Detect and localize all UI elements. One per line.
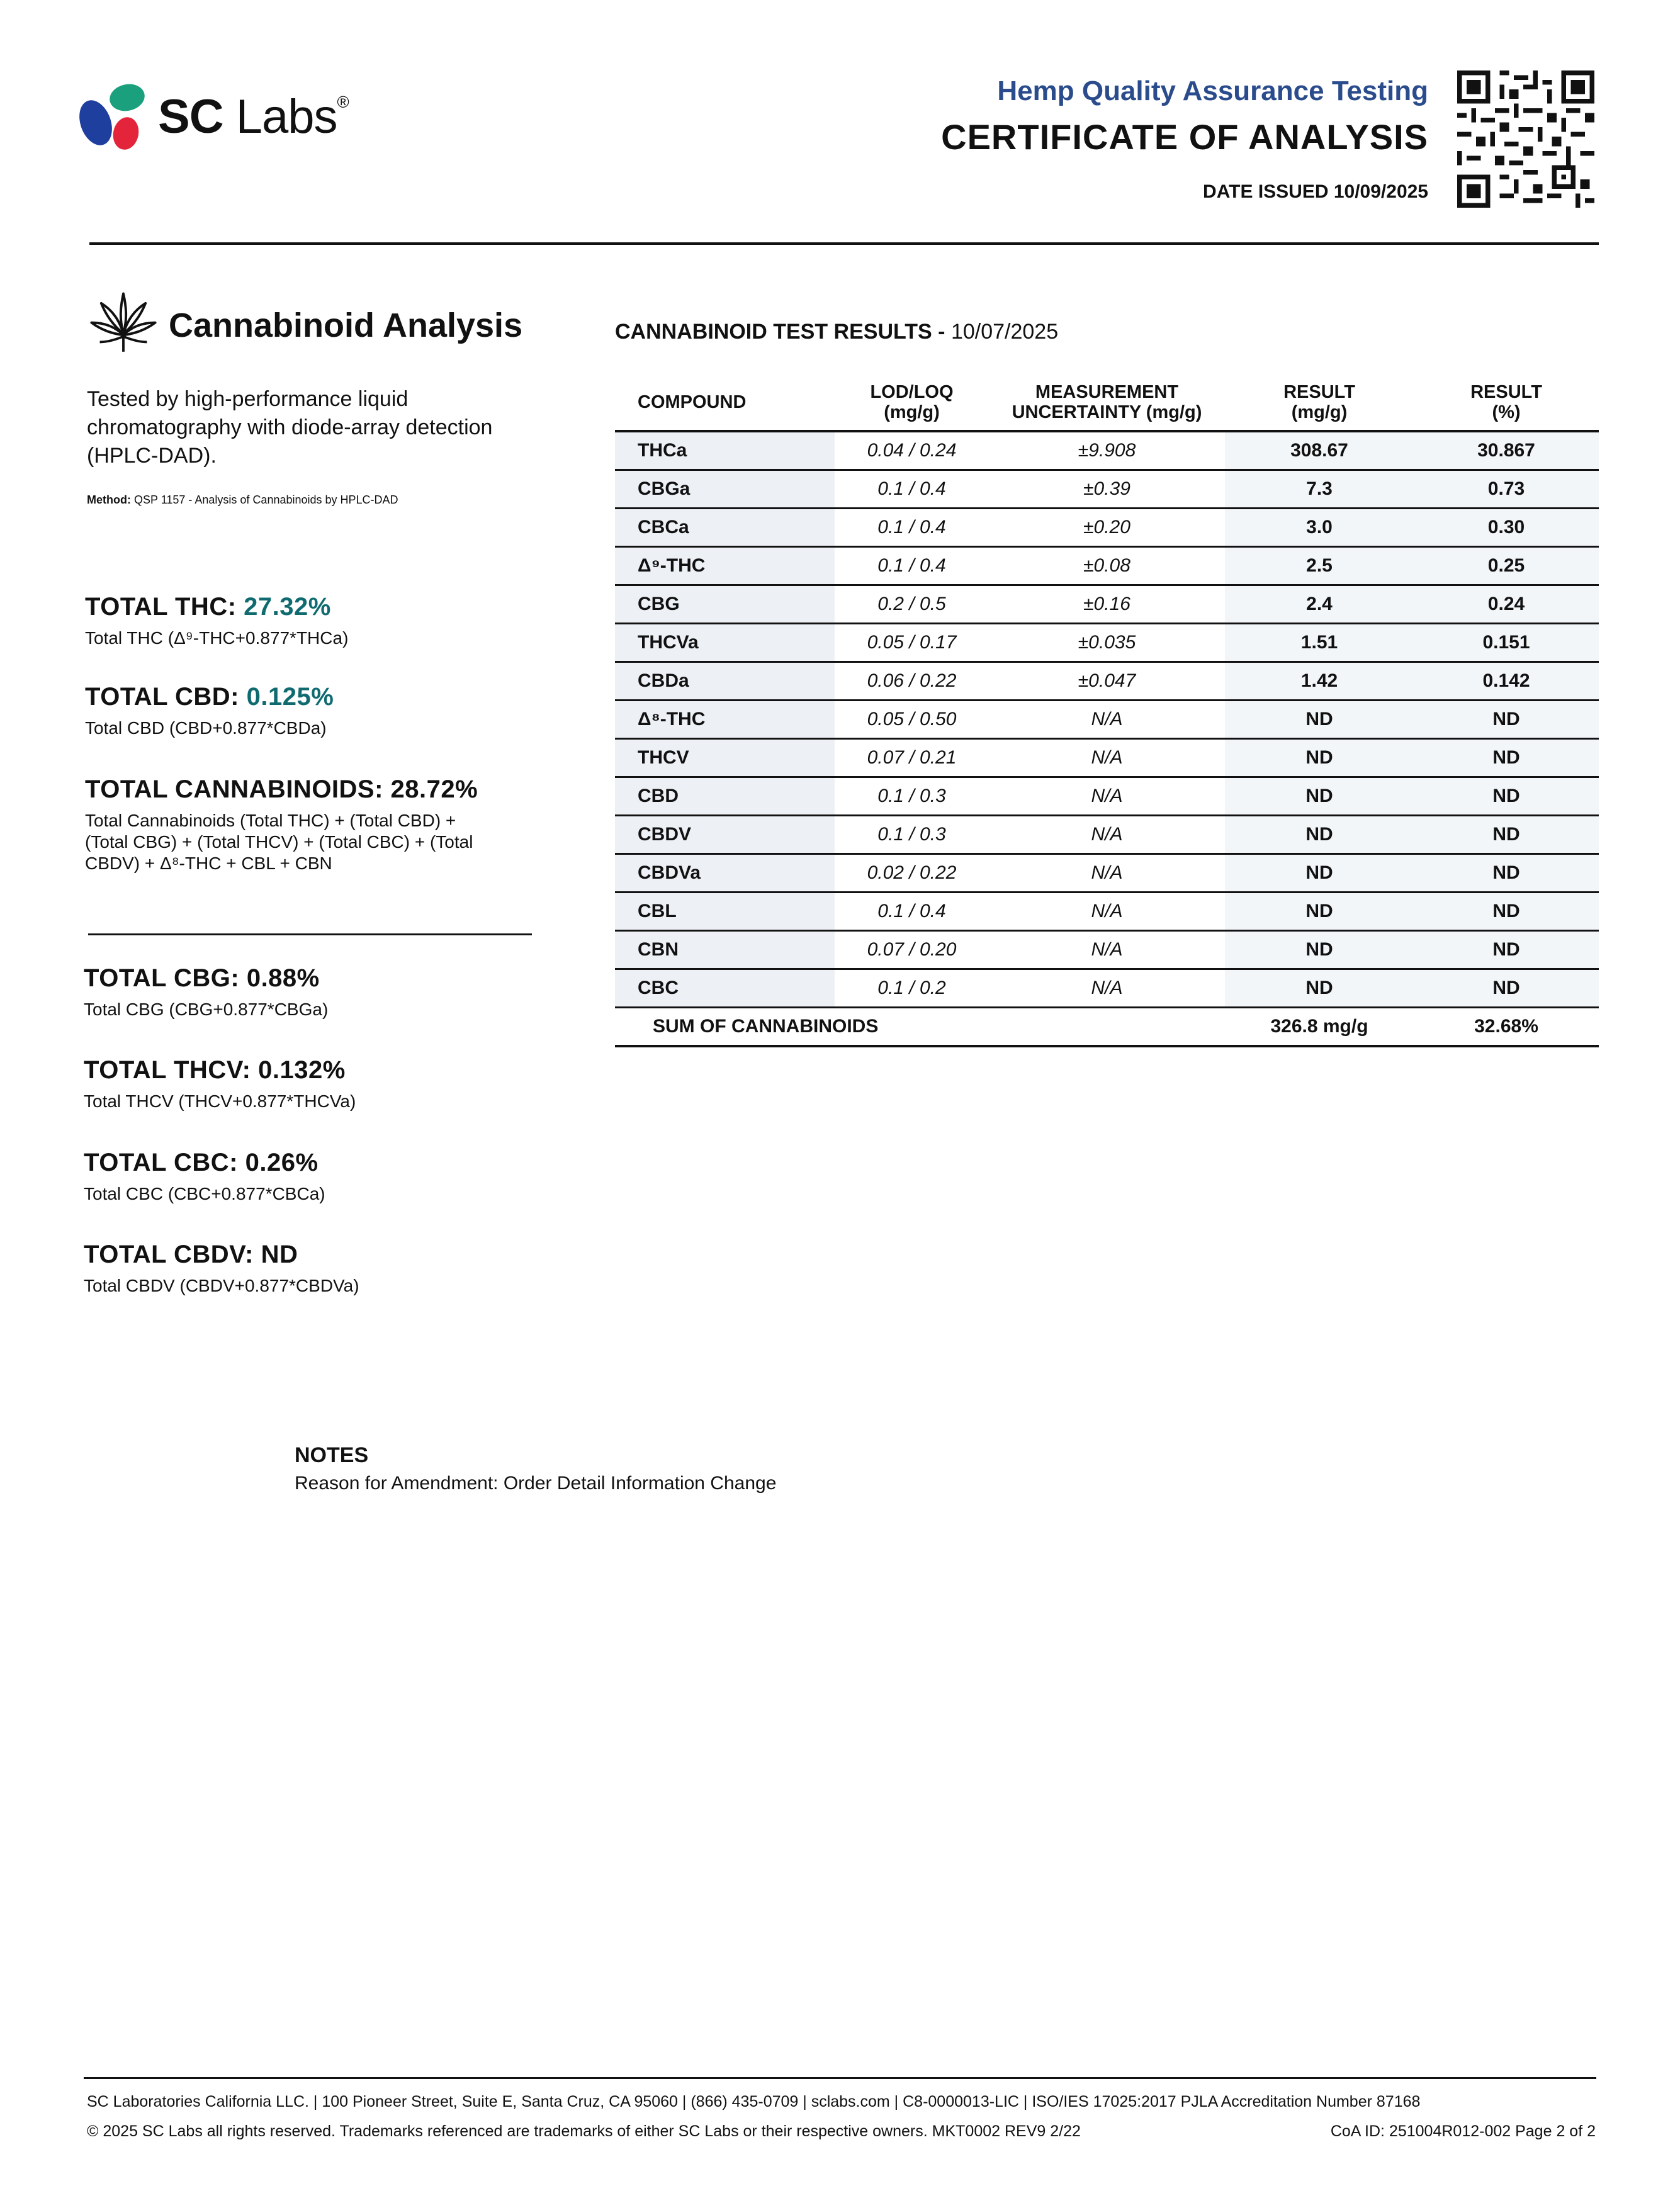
total-cbdv-block bbox=[84, 1241, 359, 1297]
cell-result-pct: 0.24 bbox=[1414, 585, 1599, 624]
logo-wordmark bbox=[158, 89, 349, 144]
col-header-result-pct-line1: RESULT bbox=[1470, 382, 1542, 402]
total-thcv-formula: Total THCV (THCV+0.877*THCVa) bbox=[84, 1091, 356, 1111]
cell-compound: CBG bbox=[615, 585, 835, 624]
total-cbd-value: 0.125% bbox=[246, 683, 334, 711]
col-header-uncertainty bbox=[989, 375, 1225, 431]
cell-result-mg: 308.67 bbox=[1225, 431, 1414, 470]
results-table-body bbox=[615, 431, 1599, 1008]
logo-word-sc: SC bbox=[158, 90, 223, 144]
table-row bbox=[615, 585, 1599, 624]
cell-compound: CBDV bbox=[615, 816, 835, 854]
cell-compound: CBDVa bbox=[615, 854, 835, 893]
cell-uncertainty: ±9.908 bbox=[989, 431, 1225, 470]
sum-label: SUM OF CANNABINOIDS bbox=[615, 1008, 1225, 1047]
logo-red-dot bbox=[110, 115, 142, 152]
cell-result-pct: ND bbox=[1414, 816, 1599, 854]
cell-result-mg: ND bbox=[1225, 701, 1414, 739]
col-header-result-mg-line2: (mg/g) bbox=[1291, 402, 1348, 422]
cell-compound: Δ⁸-THC bbox=[615, 701, 835, 739]
results-title bbox=[615, 320, 1058, 344]
cell-compound: CBDa bbox=[615, 662, 835, 701]
cell-compound: CBN bbox=[615, 931, 835, 969]
notes-heading: NOTES bbox=[295, 1443, 369, 1467]
col-header-lod-loq-line2: (mg/g) bbox=[884, 402, 940, 422]
cannabinoid-results-table bbox=[615, 375, 1599, 1047]
cell-lod-loq: 0.04 / 0.24 bbox=[835, 431, 989, 470]
registered-mark: ® bbox=[337, 93, 349, 111]
cell-result-pct: 0.151 bbox=[1414, 624, 1599, 662]
table-row bbox=[615, 777, 1599, 816]
sum-mg: 326.8 mg/g bbox=[1225, 1008, 1414, 1047]
col-header-uncertainty-line1: MEASUREMENT bbox=[1035, 382, 1179, 402]
col-header-lod-loq-line1: LOD/LOQ bbox=[870, 382, 954, 402]
total-cannabinoids-formula: Total Cannabinoids (Total THC) + (Total CBD) + (Total CBG) + (Total THCV) + (Total CBC) + (Total CBDV) + Δ⁸-THC + CBL + CBN bbox=[85, 811, 473, 873]
cell-uncertainty: N/A bbox=[989, 739, 1225, 777]
sum-row bbox=[615, 1008, 1599, 1047]
cell-result-mg: 1.42 bbox=[1225, 662, 1414, 701]
logo-word-labs: Labs bbox=[235, 90, 337, 144]
cell-result-mg: ND bbox=[1225, 854, 1414, 893]
method-label: Method: bbox=[87, 493, 131, 506]
table-row bbox=[615, 547, 1599, 585]
total-cbd-label: TOTAL CBD: bbox=[85, 683, 247, 711]
total-thc-heading bbox=[85, 593, 348, 621]
cell-compound: CBCa bbox=[615, 509, 835, 547]
cell-compound: THCV bbox=[615, 739, 835, 777]
total-thc-label: TOTAL THC: bbox=[85, 593, 244, 621]
total-cbg-formula: Total CBG (CBG+0.877*CBGa) bbox=[84, 1000, 329, 1019]
header-divider bbox=[89, 242, 1599, 245]
col-header-compound: COMPOUND bbox=[615, 375, 835, 431]
sum-pct: 32.68% bbox=[1414, 1008, 1599, 1047]
cell-lod-loq: 0.1 / 0.3 bbox=[835, 816, 989, 854]
table-row bbox=[615, 701, 1599, 739]
cell-lod-loq: 0.07 / 0.20 bbox=[835, 931, 989, 969]
total-cannabinoids-heading: TOTAL CANNABINOIDS: 28.72% bbox=[85, 775, 478, 803]
cell-compound: CBD bbox=[615, 777, 835, 816]
cell-uncertainty: N/A bbox=[989, 893, 1225, 931]
cell-result-mg: 2.5 bbox=[1225, 547, 1414, 585]
table-header-row bbox=[615, 375, 1599, 431]
cell-uncertainty: ±0.047 bbox=[989, 662, 1225, 701]
table-row bbox=[615, 431, 1599, 470]
method-value: QSP 1157 - Analysis of Cannabinoids by HPLC-DAD bbox=[134, 493, 398, 506]
footer-company-info: SC Laboratories California LLC. | 100 Pioneer Street, Suite E, Santa Cruz, CA 95060 | (866) 435-0709 | sclabs.com | C8-0000013-LIC | ISO/IES 17025:2017 PJLA Accreditation Number 87168 bbox=[87, 2093, 1421, 2110]
cell-lod-loq: 0.2 / 0.5 bbox=[835, 585, 989, 624]
table-row bbox=[615, 739, 1599, 777]
cell-compound: CBL bbox=[615, 893, 835, 931]
total-cbc-heading: TOTAL CBC: 0.26% bbox=[84, 1149, 319, 1176]
table-row bbox=[615, 470, 1599, 509]
cell-result-mg: 7.3 bbox=[1225, 470, 1414, 509]
logo-green-dot bbox=[107, 81, 147, 115]
analysis-heading bbox=[88, 291, 522, 360]
cell-result-mg: ND bbox=[1225, 893, 1414, 931]
cell-result-pct: ND bbox=[1414, 893, 1599, 931]
cell-uncertainty: N/A bbox=[989, 931, 1225, 969]
cell-result-mg: 1.51 bbox=[1225, 624, 1414, 662]
logo-mark-icon bbox=[77, 81, 149, 153]
cell-compound: CBGa bbox=[615, 470, 835, 509]
cell-result-pct: ND bbox=[1414, 969, 1599, 1008]
table-row bbox=[615, 893, 1599, 931]
total-thc-block bbox=[85, 593, 348, 649]
col-header-result-mg-line1: RESULT bbox=[1283, 382, 1355, 402]
method-description: Tested by high-performance liquid chromatography with diode-array detection (HPLC-DAD). bbox=[87, 387, 493, 468]
cell-result-pct: 30.867 bbox=[1414, 431, 1599, 470]
cell-lod-loq: 0.1 / 0.4 bbox=[835, 893, 989, 931]
footer-copyright: © 2025 SC Labs all rights reserved. Trademarks referenced are trademarks of either SC Labs or their respective owners. MKT0002 REV9 2/22 bbox=[87, 2122, 1081, 2140]
cell-result-pct: ND bbox=[1414, 931, 1599, 969]
cell-result-mg: ND bbox=[1225, 969, 1414, 1008]
table-row bbox=[615, 816, 1599, 854]
cell-result-pct: ND bbox=[1414, 777, 1599, 816]
cell-uncertainty: N/A bbox=[989, 701, 1225, 739]
cell-uncertainty: N/A bbox=[989, 816, 1225, 854]
cell-result-pct: 0.30 bbox=[1414, 509, 1599, 547]
total-cbd-formula: Total CBD (CBD+0.877*CBDa) bbox=[85, 718, 327, 738]
total-cannabinoids-block bbox=[85, 775, 563, 874]
notes-section bbox=[295, 1443, 776, 1494]
total-cbg-heading: TOTAL CBG: 0.88% bbox=[84, 964, 320, 992]
col-header-lod-loq bbox=[835, 375, 989, 431]
total-thc-formula: Total THC (Δ⁹-THC+0.877*THCa) bbox=[85, 628, 349, 648]
cell-compound: CBC bbox=[615, 969, 835, 1008]
cell-lod-loq: 0.07 / 0.21 bbox=[835, 739, 989, 777]
cell-lod-loq: 0.1 / 0.4 bbox=[835, 547, 989, 585]
col-header-result-mg bbox=[1225, 375, 1414, 431]
col-header-result-pct-line2: (%) bbox=[1492, 402, 1521, 422]
cell-result-pct: 0.142 bbox=[1414, 662, 1599, 701]
sc-labs-logo bbox=[77, 81, 349, 153]
total-thcv-heading: TOTAL THCV: 0.132% bbox=[84, 1056, 346, 1084]
cell-uncertainty: ±0.20 bbox=[989, 509, 1225, 547]
table-row bbox=[615, 509, 1599, 547]
table-row bbox=[615, 854, 1599, 893]
col-header-result-pct bbox=[1414, 375, 1599, 431]
cell-result-mg: ND bbox=[1225, 931, 1414, 969]
cell-uncertainty: N/A bbox=[989, 969, 1225, 1008]
total-cbg-block bbox=[84, 964, 328, 1020]
cell-lod-loq: 0.06 / 0.22 bbox=[835, 662, 989, 701]
results-title-date: 10/07/2025 bbox=[950, 320, 1059, 344]
cell-result-pct: 0.73 bbox=[1414, 470, 1599, 509]
cell-compound: THCa bbox=[615, 431, 835, 470]
cannabis-leaf-icon bbox=[88, 291, 159, 360]
cell-compound: THCVa bbox=[615, 624, 835, 662]
col-header-uncertainty-line2: UNCERTAINTY (mg/g) bbox=[1012, 402, 1202, 422]
cell-result-pct: ND bbox=[1414, 739, 1599, 777]
table-row bbox=[615, 969, 1599, 1008]
table-row bbox=[615, 662, 1599, 701]
cell-lod-loq: 0.1 / 0.3 bbox=[835, 777, 989, 816]
qr-code-icon[interactable] bbox=[1457, 70, 1594, 208]
notes-text: Reason for Amendment: Order Detail Information Change bbox=[295, 1473, 777, 1494]
cell-uncertainty: ±0.39 bbox=[989, 470, 1225, 509]
footer-divider bbox=[84, 2077, 1596, 2079]
total-cbd-block bbox=[85, 683, 334, 739]
total-cbc-formula: Total CBC (CBC+0.877*CBCa) bbox=[84, 1184, 325, 1203]
cell-uncertainty: ±0.08 bbox=[989, 547, 1225, 585]
document-title: CERTIFICATE OF ANALYSIS bbox=[941, 117, 1428, 157]
footer-coa-id: CoA ID: 251004R012-002 Page 2 of 2 bbox=[1330, 2122, 1596, 2140]
method-reference bbox=[87, 493, 398, 507]
cell-result-pct: ND bbox=[1414, 701, 1599, 739]
table-row bbox=[615, 931, 1599, 969]
totals-divider bbox=[88, 933, 532, 935]
cell-lod-loq: 0.1 / 0.2 bbox=[835, 969, 989, 1008]
total-thcv-block bbox=[84, 1056, 356, 1112]
cell-uncertainty: ±0.16 bbox=[989, 585, 1225, 624]
cell-result-pct: ND bbox=[1414, 854, 1599, 893]
cell-result-mg: 3.0 bbox=[1225, 509, 1414, 547]
cell-lod-loq: 0.05 / 0.17 bbox=[835, 624, 989, 662]
cell-lod-loq: 0.1 / 0.4 bbox=[835, 509, 989, 547]
cell-uncertainty: ±0.035 bbox=[989, 624, 1225, 662]
cell-uncertainty: N/A bbox=[989, 777, 1225, 816]
total-cbdv-formula: Total CBDV (CBDV+0.877*CBDVa) bbox=[84, 1276, 359, 1295]
total-cbd-heading bbox=[85, 683, 334, 711]
table-row bbox=[615, 624, 1599, 662]
cell-lod-loq: 0.02 / 0.22 bbox=[835, 854, 989, 893]
analysis-title: Cannabinoid Analysis bbox=[169, 307, 523, 344]
cell-result-mg: ND bbox=[1225, 739, 1414, 777]
cell-result-mg: ND bbox=[1225, 777, 1414, 816]
total-cbdv-heading: TOTAL CBDV: ND bbox=[84, 1241, 298, 1268]
total-cbc-block bbox=[84, 1149, 325, 1205]
cell-result-mg: 2.4 bbox=[1225, 585, 1414, 624]
cell-uncertainty: N/A bbox=[989, 854, 1225, 893]
results-title-label: CANNABINOID TEST RESULTS - bbox=[615, 320, 951, 344]
cell-result-pct: 0.25 bbox=[1414, 547, 1599, 585]
cell-compound: Δ⁹-THC bbox=[615, 547, 835, 585]
cell-lod-loq: 0.1 / 0.4 bbox=[835, 470, 989, 509]
total-thc-value: 27.32% bbox=[244, 593, 331, 621]
document-subtitle: Hemp Quality Assurance Testing bbox=[997, 76, 1428, 106]
cell-lod-loq: 0.05 / 0.50 bbox=[835, 701, 989, 739]
cell-result-mg: ND bbox=[1225, 816, 1414, 854]
date-issued: DATE ISSUED 10/09/2025 bbox=[1203, 181, 1428, 202]
